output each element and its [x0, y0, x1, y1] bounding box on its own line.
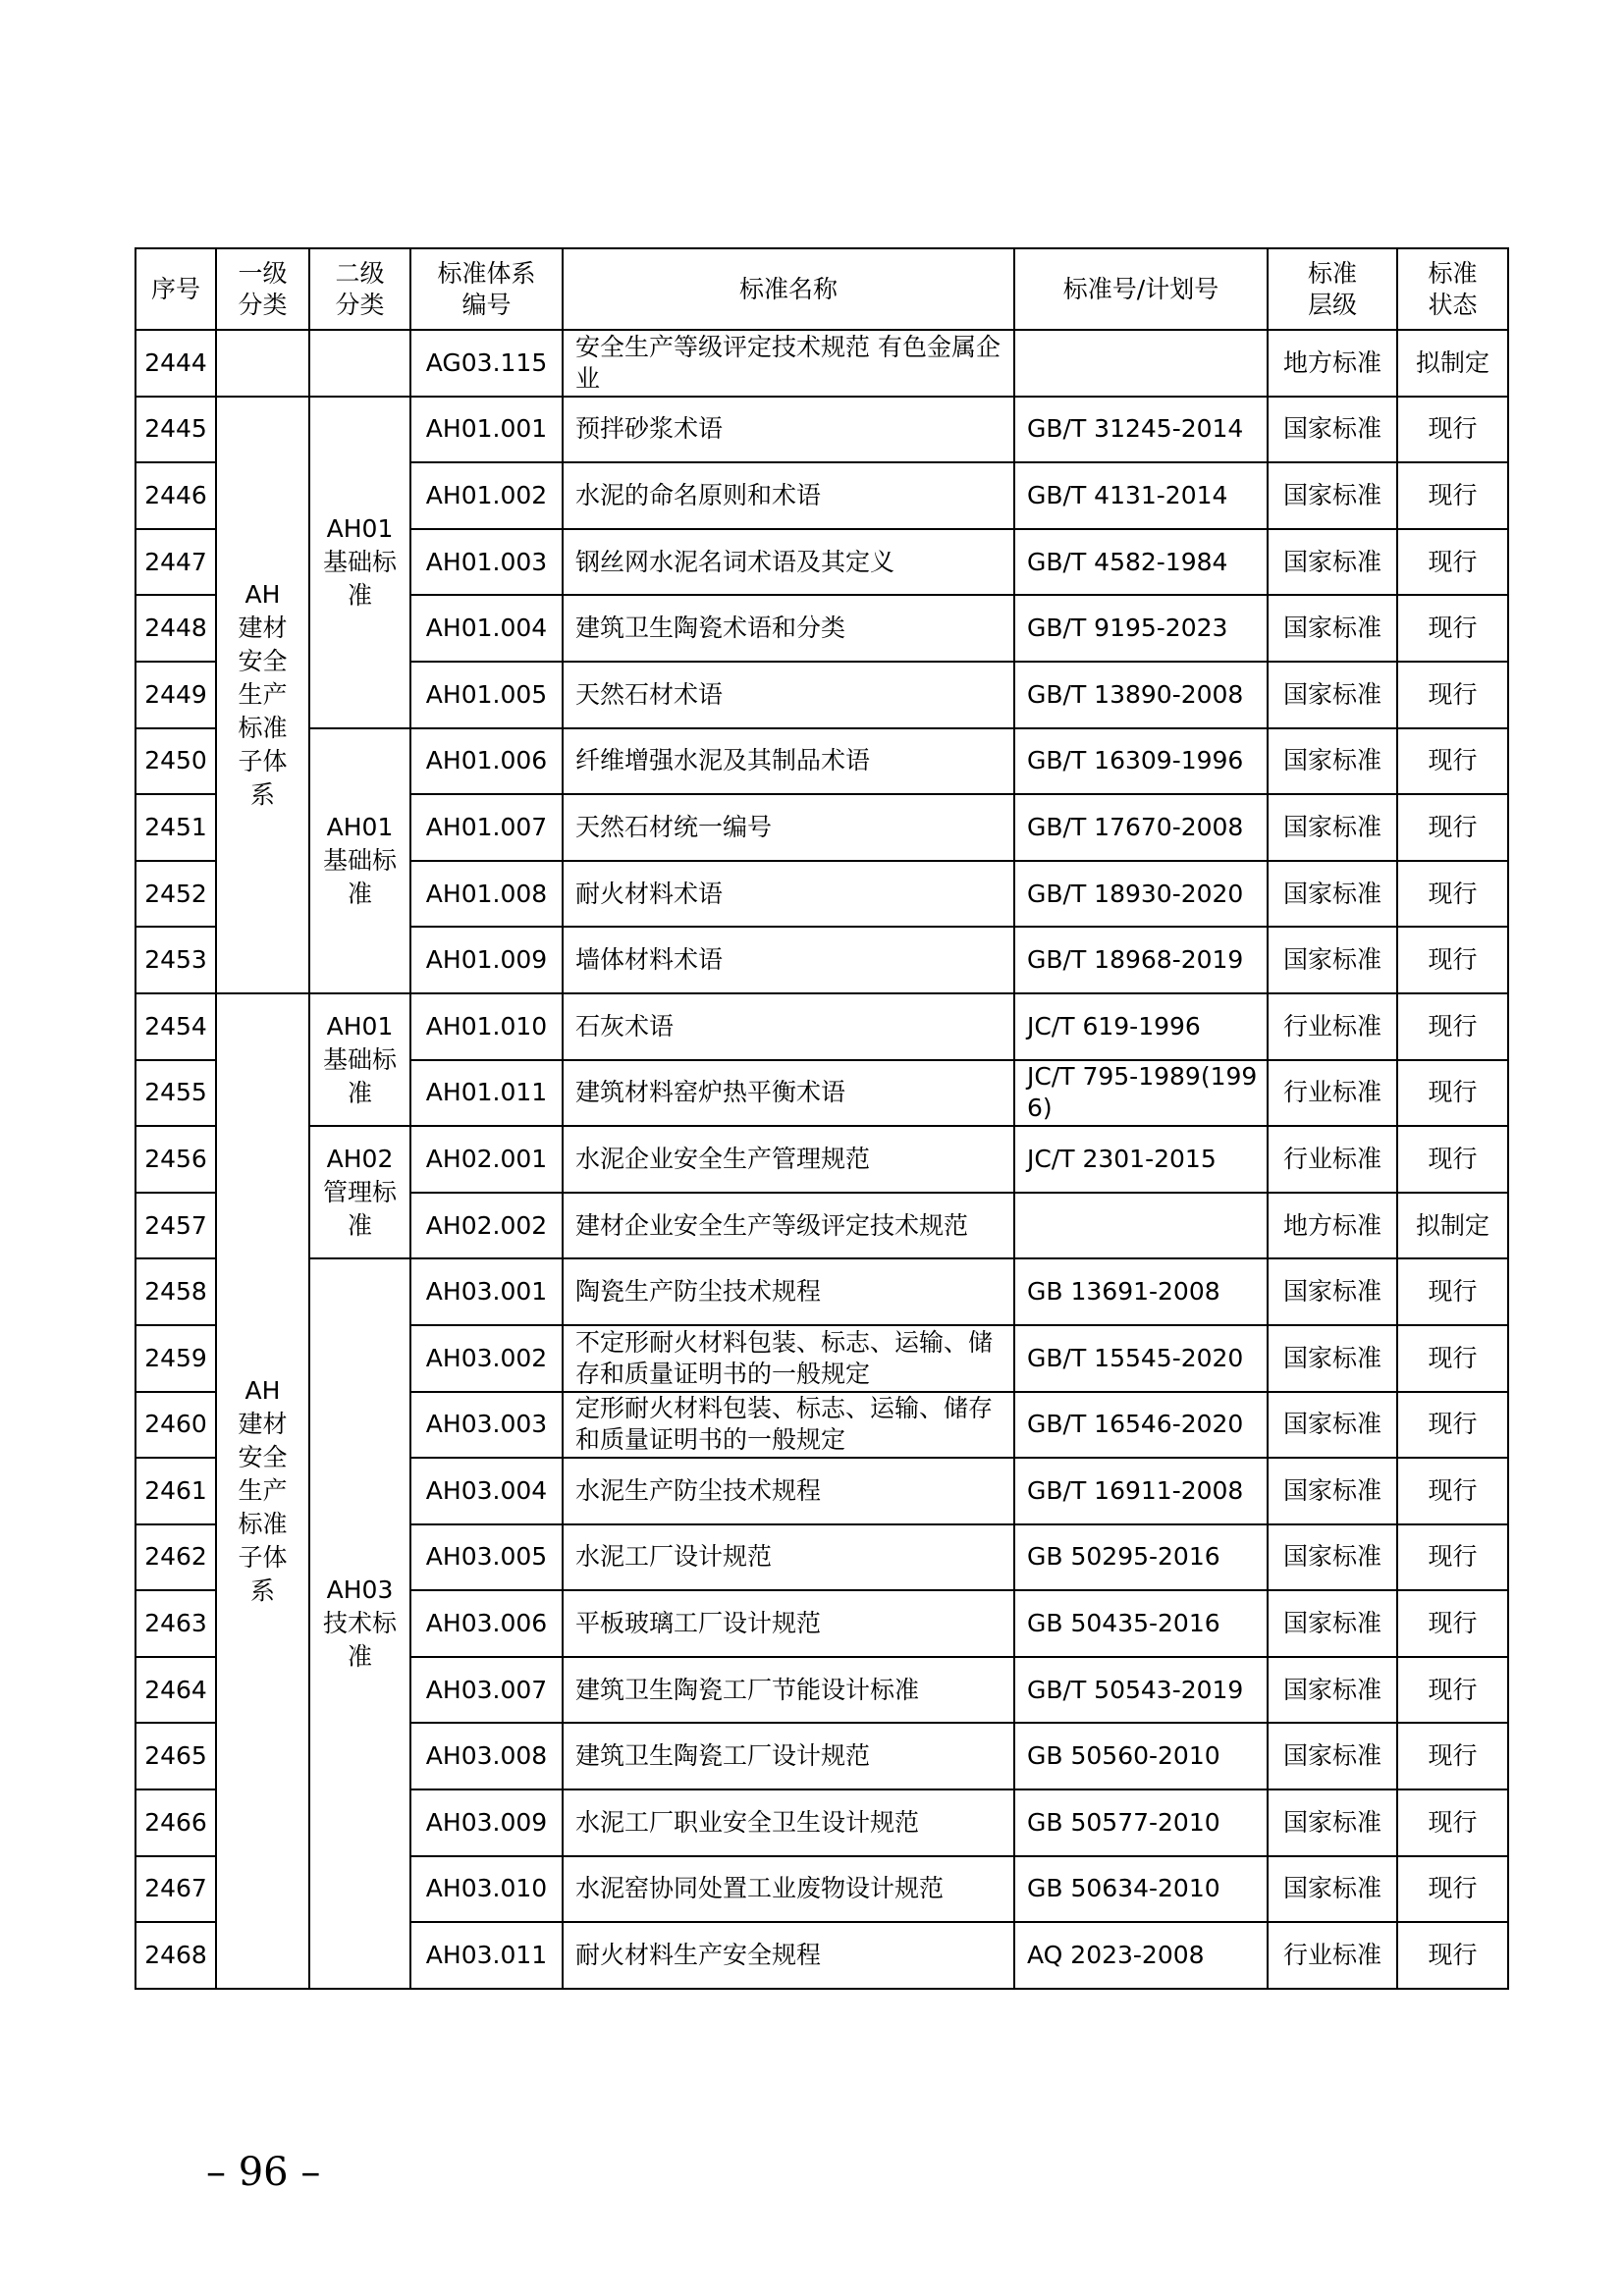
table-row — [135, 397, 1508, 463]
standards-table — [135, 247, 1509, 1990]
row-number: 2444 — [135, 330, 216, 397]
table-row — [135, 330, 1508, 397]
secondary-category-label: 基础标准 — [322, 1044, 397, 1107]
secondary-category-label: 基础标准 — [322, 547, 397, 610]
standard-status: 现行 — [1397, 861, 1508, 928]
standard-status: 现行 — [1397, 529, 1508, 596]
standard-name: 不定形耐火材料包装、标志、运输、储存和质量证明书的一般规定 — [563, 1325, 1014, 1392]
row-number: 2452 — [135, 861, 216, 928]
standard-level: 国家标准 — [1268, 927, 1397, 993]
standard-level: 国家标准 — [1268, 529, 1397, 596]
table-row — [135, 728, 1508, 795]
standard-level: 国家标准 — [1268, 1856, 1397, 1923]
standard-status: 现行 — [1397, 1657, 1508, 1724]
standard-level: 国家标准 — [1268, 1258, 1397, 1325]
standard-status: 现行 — [1397, 1789, 1508, 1856]
standard-number: GB/T 50543-2019 — [1014, 1657, 1268, 1724]
standard-number: GB 50295-2016 — [1014, 1524, 1268, 1591]
system-code: AH03.004 — [410, 1458, 563, 1524]
standard-status: 现行 — [1397, 993, 1508, 1060]
secondary-category-code: AH02 — [326, 1144, 394, 1173]
standard-name: 平板玻璃工厂设计规范 — [563, 1590, 1014, 1657]
standard-name: 石灰术语 — [563, 993, 1014, 1060]
column-header: 标准 状态 — [1397, 248, 1508, 330]
standard-name: 纤维增强水泥及其制品术语 — [563, 728, 1014, 795]
standard-level: 行业标准 — [1268, 1922, 1397, 1989]
secondary-category-code: AH03 — [326, 1575, 394, 1605]
standard-level: 行业标准 — [1268, 993, 1397, 1060]
standard-number: GB/T 31245-2014 — [1014, 397, 1268, 463]
standard-name: 水泥生产防尘技术规程 — [563, 1458, 1014, 1524]
standard-number: GB/T 16309-1996 — [1014, 728, 1268, 795]
standard-status: 现行 — [1397, 662, 1508, 728]
standard-name: 水泥工厂设计规范 — [563, 1524, 1014, 1591]
standard-status: 现行 — [1397, 397, 1508, 463]
secondary-category-code: AH01 — [326, 812, 394, 841]
system-code: AH01.009 — [410, 927, 563, 993]
standard-status: 拟制定 — [1397, 1193, 1508, 1259]
secondary-category-code: AH01 — [326, 1011, 394, 1041]
standard-name: 水泥窑协同处置工业废物设计规范 — [563, 1856, 1014, 1923]
system-code: AH01.004 — [410, 595, 563, 662]
column-header: 标准体系 编号 — [410, 248, 563, 330]
system-code: AH01.008 — [410, 861, 563, 928]
standard-number: GB/T 4131-2014 — [1014, 462, 1268, 529]
row-number: 2458 — [135, 1258, 216, 1325]
standard-status: 现行 — [1397, 728, 1508, 795]
standard-status: 现行 — [1397, 1325, 1508, 1392]
row-number: 2447 — [135, 529, 216, 596]
standard-number: GB/T 9195-2023 — [1014, 595, 1268, 662]
standard-status: 现行 — [1397, 595, 1508, 662]
standard-name: 钢丝网水泥名词术语及其定义 — [563, 529, 1014, 596]
standard-number: GB/T 4582-1984 — [1014, 529, 1268, 596]
table-header-row — [135, 248, 1508, 330]
row-number: 2449 — [135, 662, 216, 728]
secondary-category — [309, 397, 410, 728]
standard-number — [1014, 1193, 1268, 1259]
standard-level: 国家标准 — [1268, 1590, 1397, 1657]
system-code: AH03.002 — [410, 1325, 563, 1392]
system-code: AH01.003 — [410, 529, 563, 596]
standard-status: 拟制定 — [1397, 330, 1508, 397]
standard-number: JC/T 2301-2015 — [1014, 1126, 1268, 1193]
row-number: 2450 — [135, 728, 216, 795]
column-header: 标准名称 — [563, 248, 1014, 330]
standard-status: 现行 — [1397, 1258, 1508, 1325]
standard-level: 国家标准 — [1268, 1789, 1397, 1856]
row-number: 2460 — [135, 1392, 216, 1459]
standard-status: 现行 — [1397, 794, 1508, 861]
row-number: 2467 — [135, 1856, 216, 1923]
row-number: 2456 — [135, 1126, 216, 1193]
system-code: AH01.005 — [410, 662, 563, 728]
standard-number: GB/T 18930-2020 — [1014, 861, 1268, 928]
standard-status: 现行 — [1397, 1590, 1508, 1657]
standard-number: GB 50435-2016 — [1014, 1590, 1268, 1657]
standard-number: GB/T 18968-2019 — [1014, 927, 1268, 993]
page-number: – 96 – — [206, 2150, 321, 2195]
column-header: 标准号/计划号 — [1014, 248, 1268, 330]
standard-level: 国家标准 — [1268, 728, 1397, 795]
system-code: AH03.010 — [410, 1856, 563, 1923]
standard-name: 建材企业安全生产等级评定技术规范 — [563, 1193, 1014, 1259]
secondary-category — [309, 728, 410, 993]
standard-name: 墙体材料术语 — [563, 927, 1014, 993]
standard-level: 国家标准 — [1268, 1392, 1397, 1459]
standard-level: 行业标准 — [1268, 1126, 1397, 1193]
primary-category-label: 建材安全生产标准子体系 — [238, 613, 288, 809]
system-code: AH03.005 — [410, 1524, 563, 1591]
standard-level: 国家标准 — [1268, 662, 1397, 728]
secondary-category — [309, 993, 410, 1126]
standard-name: 水泥工厂职业安全卫生设计规范 — [563, 1789, 1014, 1856]
column-header: 序号 — [135, 248, 216, 330]
row-number: 2448 — [135, 595, 216, 662]
standard-level: 国家标准 — [1268, 794, 1397, 861]
standard-level: 地方标准 — [1268, 330, 1397, 397]
system-code: AH03.009 — [410, 1789, 563, 1856]
row-number: 2464 — [135, 1657, 216, 1724]
row-number: 2466 — [135, 1789, 216, 1856]
system-code: AH01.001 — [410, 397, 563, 463]
row-number: 2455 — [135, 1060, 216, 1127]
row-number: 2453 — [135, 927, 216, 993]
primary-category-label: 建材安全生产标准子体系 — [238, 1409, 288, 1605]
standard-number: JC/T 619-1996 — [1014, 993, 1268, 1060]
standard-number: GB/T 17670-2008 — [1014, 794, 1268, 861]
system-code: AH03.011 — [410, 1922, 563, 1989]
standard-number: GB/T 15545-2020 — [1014, 1325, 1268, 1392]
row-number: 2461 — [135, 1458, 216, 1524]
standard-name: 耐火材料生产安全规程 — [563, 1922, 1014, 1989]
system-code: AH03.007 — [410, 1657, 563, 1724]
row-number: 2451 — [135, 794, 216, 861]
standard-name: 水泥企业安全生产管理规范 — [563, 1126, 1014, 1193]
standard-name: 建筑材料窑炉热平衡术语 — [563, 1060, 1014, 1127]
standard-number — [1014, 330, 1268, 397]
standard-status: 现行 — [1397, 1524, 1508, 1591]
standard-level: 国家标准 — [1268, 1458, 1397, 1524]
standard-number: JC/T 795-1989(1996) — [1014, 1060, 1268, 1127]
primary-category — [216, 397, 309, 993]
table-row — [135, 1258, 1508, 1325]
table-row — [135, 993, 1508, 1060]
secondary-category-code: AH01 — [326, 513, 394, 543]
secondary-category-label: 管理标准 — [322, 1177, 397, 1240]
primary-category-code: AH — [244, 579, 281, 609]
system-code: AH03.008 — [410, 1723, 563, 1789]
standard-name: 耐火材料术语 — [563, 861, 1014, 928]
standard-name: 预拌砂浆术语 — [563, 397, 1014, 463]
standard-status: 现行 — [1397, 1392, 1508, 1459]
system-code: AH01.002 — [410, 462, 563, 529]
standard-status: 现行 — [1397, 1922, 1508, 1989]
column-header: 一级 分类 — [216, 248, 309, 330]
standard-level: 国家标准 — [1268, 861, 1397, 928]
standard-status: 现行 — [1397, 927, 1508, 993]
secondary-category-label: 技术标准 — [322, 1609, 397, 1672]
standard-number: GB 50634-2010 — [1014, 1856, 1268, 1923]
system-code: AH03.006 — [410, 1590, 563, 1657]
system-code: AH01.011 — [410, 1060, 563, 1127]
standard-status: 现行 — [1397, 1060, 1508, 1127]
column-header: 二级 分类 — [309, 248, 410, 330]
standard-level: 国家标准 — [1268, 1723, 1397, 1789]
standard-name: 安全生产等级评定技术规范 有色金属企业 — [563, 330, 1014, 397]
standard-status: 现行 — [1397, 1856, 1508, 1923]
system-code: AH01.006 — [410, 728, 563, 795]
standard-number: AQ 2023-2008 — [1014, 1922, 1268, 1989]
standard-number: GB 50577-2010 — [1014, 1789, 1268, 1856]
secondary-category — [309, 1258, 410, 1989]
standard-status: 现行 — [1397, 462, 1508, 529]
system-code: AH02.002 — [410, 1193, 563, 1259]
row-number: 2454 — [135, 993, 216, 1060]
system-code: AH03.001 — [410, 1258, 563, 1325]
standard-level: 国家标准 — [1268, 595, 1397, 662]
standard-status: 现行 — [1397, 1126, 1508, 1193]
standard-number: GB/T 13890-2008 — [1014, 662, 1268, 728]
system-code: AG03.115 — [410, 330, 563, 397]
row-number: 2445 — [135, 397, 216, 463]
system-code: AH01.010 — [410, 993, 563, 1060]
standard-name: 水泥的命名原则和术语 — [563, 462, 1014, 529]
system-code: AH02.001 — [410, 1126, 563, 1193]
standard-status: 现行 — [1397, 1723, 1508, 1789]
primary-category — [216, 330, 309, 397]
standard-level: 地方标准 — [1268, 1193, 1397, 1259]
secondary-category-label: 基础标准 — [322, 845, 397, 908]
column-header: 标准 层级 — [1268, 248, 1397, 330]
row-number: 2465 — [135, 1723, 216, 1789]
standard-number: GB 13691-2008 — [1014, 1258, 1268, 1325]
standard-name: 建筑卫生陶瓷工厂设计规范 — [563, 1723, 1014, 1789]
table-row — [135, 1126, 1508, 1193]
standard-number: GB/T 16546-2020 — [1014, 1392, 1268, 1459]
standard-level: 行业标准 — [1268, 1060, 1397, 1127]
secondary-category — [309, 330, 410, 397]
secondary-category — [309, 1126, 410, 1258]
row-number: 2463 — [135, 1590, 216, 1657]
standard-name: 建筑卫生陶瓷术语和分类 — [563, 595, 1014, 662]
standard-number: GB/T 16911-2008 — [1014, 1458, 1268, 1524]
standard-name: 天然石材术语 — [563, 662, 1014, 728]
primary-category-code: AH — [244, 1375, 281, 1405]
system-code: AH01.007 — [410, 794, 563, 861]
standard-level: 国家标准 — [1268, 397, 1397, 463]
standard-level: 国家标准 — [1268, 1524, 1397, 1591]
row-number: 2459 — [135, 1325, 216, 1392]
standard-status: 现行 — [1397, 1458, 1508, 1524]
standard-level: 国家标准 — [1268, 462, 1397, 529]
standard-name: 陶瓷生产防尘技术规程 — [563, 1258, 1014, 1325]
primary-category — [216, 993, 309, 1989]
row-number: 2462 — [135, 1524, 216, 1591]
standard-level: 国家标准 — [1268, 1325, 1397, 1392]
standard-level: 国家标准 — [1268, 1657, 1397, 1724]
table-body — [135, 330, 1508, 1989]
system-code: AH03.003 — [410, 1392, 563, 1459]
row-number: 2457 — [135, 1193, 216, 1259]
standard-name: 定形耐火材料包装、标志、运输、储存和质量证明书的一般规定 — [563, 1392, 1014, 1459]
row-number: 2446 — [135, 462, 216, 529]
standard-name: 天然石材统一编号 — [563, 794, 1014, 861]
standard-number: GB 50560-2010 — [1014, 1723, 1268, 1789]
standard-name: 建筑卫生陶瓷工厂节能设计标准 — [563, 1657, 1014, 1724]
row-number: 2468 — [135, 1922, 216, 1989]
